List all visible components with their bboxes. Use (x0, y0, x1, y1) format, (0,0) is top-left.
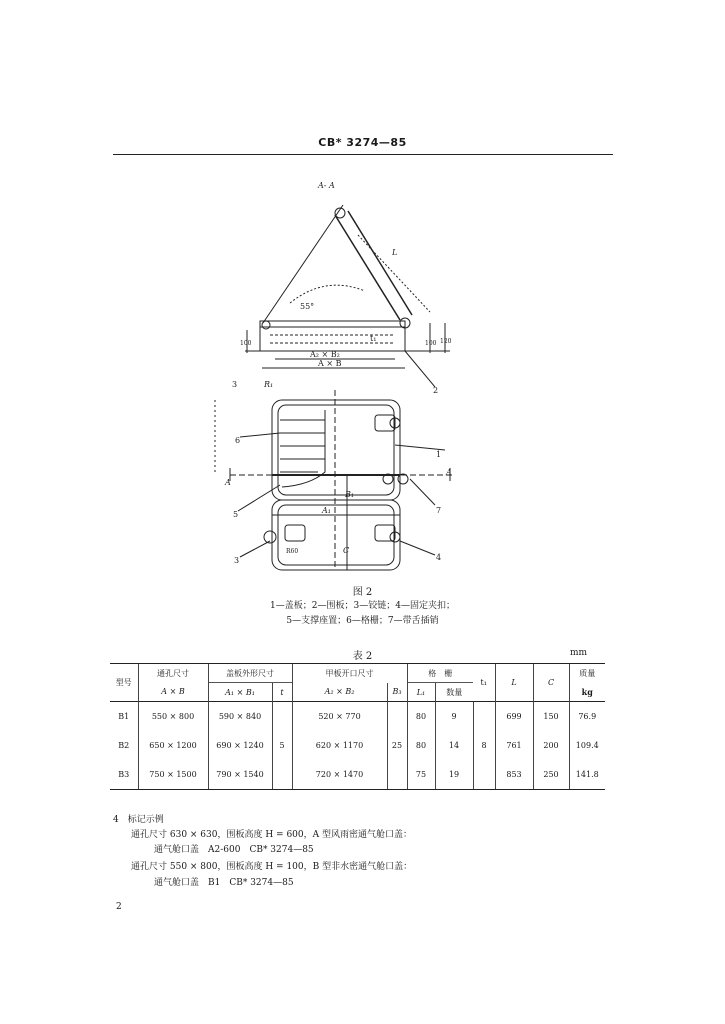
r1-label: R₁ (264, 380, 274, 389)
height-label-left: 100 (240, 340, 252, 347)
head-cover-size: 盖板外形尺寸 (208, 664, 292, 683)
num-label-2: 2 (433, 386, 439, 395)
dim-a2b2: A₂ × B₂ (310, 350, 340, 359)
cell-coaming: 620 × 1170 (292, 731, 387, 760)
head-coaming-dims: A₂ × B₂ (292, 683, 387, 702)
cell-model: B1 (110, 702, 138, 732)
cell-L: 853 (495, 760, 533, 790)
cell-C: 200 (533, 731, 569, 760)
table-row (110, 760, 605, 790)
page-number: 2 (116, 902, 122, 912)
cell-L: 699 (495, 702, 533, 732)
cell-l1: 80 (407, 702, 435, 732)
num-label-1: 1 (436, 450, 442, 459)
head-model: 型号 (110, 664, 138, 702)
angle-label: 55° (300, 302, 315, 311)
a1-label: A₁ (322, 506, 331, 515)
cell-b3 (387, 760, 407, 790)
example-line-3: 通孔尺寸 550 × 800，围板高度 H = 100，B 型非水密通气舱口盖： (131, 862, 413, 872)
cell-t (272, 702, 292, 732)
num-label-3: 3 (234, 556, 240, 565)
height-label-mid: 100 (425, 340, 437, 347)
cell-hole: 650 × 1200 (138, 731, 208, 760)
head-mass: 质量 (569, 664, 605, 683)
cell-t (272, 760, 292, 790)
table-row (110, 731, 605, 760)
length-label: L (392, 248, 398, 257)
head-t1: t₁ (473, 664, 495, 702)
head-coaming: 甲板开口尺寸 (292, 664, 407, 683)
section-mark-right: A (446, 468, 452, 477)
example-line-2: 通气舱口盖 A2-600 CB* 3274—85 (154, 845, 314, 855)
head-grille: 格 栅 (407, 664, 473, 683)
spec-table (110, 663, 605, 790)
figure-2-drawing (200, 175, 480, 585)
t1-label: t₁ (370, 334, 377, 343)
example-line-4: 通气舱口盖 B1 CB* 3274—85 (154, 878, 294, 888)
head-C: C (533, 664, 569, 702)
num-label-6: 6 (235, 436, 241, 445)
table-title: 表 2 (352, 651, 373, 662)
head-l1: L₁ (407, 683, 435, 702)
section-label: A- A (318, 181, 335, 190)
example-line-1: 通孔尺寸 630 × 630，围板高度 H = 600，A 型风雨密通气舱口盖： (131, 830, 412, 840)
num-label-4: 4 (436, 553, 442, 562)
open-cover (335, 215, 400, 320)
cell-mass: 141.8 (569, 760, 605, 790)
cell-b3 (387, 702, 407, 732)
cell-L: 761 (495, 731, 533, 760)
head-cover-dims: A₁ × B₁ (208, 683, 272, 702)
cell-coaming: 520 × 770 (292, 702, 387, 732)
cell-t: 5 (272, 731, 292, 760)
head-kg: kg (569, 683, 605, 702)
head-qty: 数量 (435, 683, 473, 702)
standard-header: CB* 3274—85 (318, 136, 407, 149)
cell-C: 250 (533, 760, 569, 790)
cell-l1: 80 (407, 731, 435, 760)
num-label-7: 7 (436, 506, 442, 515)
cell-model: B3 (110, 760, 138, 790)
r60-label: R60 (286, 548, 299, 555)
section-mark-left: A (225, 478, 231, 487)
num-label-5: 5 (233, 510, 239, 519)
cell-t1 (473, 760, 495, 790)
cell-qty: 9 (435, 702, 473, 732)
cell-model: B2 (118, 741, 130, 750)
num-label-3-top: 3 (232, 380, 238, 389)
cell-t1 (473, 702, 495, 732)
cell-cover: 590 × 840 (208, 702, 272, 732)
cell-C: 150 (533, 702, 569, 732)
head-t: t (272, 683, 292, 702)
cell-qty: 19 (435, 760, 473, 790)
c-label: C (343, 546, 350, 555)
head-b3: B₃ (387, 683, 407, 702)
table-unit: mm (570, 648, 588, 658)
figure-legend-line-1: 1—盖板；2—围板；3—铰链；4—固定夹扣； (270, 601, 455, 611)
height-label-right: 120 (440, 338, 452, 345)
section-4-heading: 4 标记示例 (113, 815, 164, 825)
b1-label: B₁ (345, 490, 355, 499)
cell-b3: 25 (387, 731, 407, 760)
figure-caption: 图 2 (352, 587, 373, 598)
cell-qty: 14 (435, 731, 473, 760)
cell-mass: 109.4 (569, 731, 605, 760)
head-hole-size: 通孔尺寸 (138, 664, 208, 683)
cell-mass: 76.9 (569, 702, 605, 732)
cell-cover: 690 × 1240 (208, 731, 272, 760)
coaming-section (260, 321, 405, 351)
cell-l1: 75 (407, 760, 435, 790)
dim-axb: A × B (318, 359, 342, 368)
cell-hole: 550 × 800 (138, 702, 208, 732)
cell-t1: 8 (473, 731, 495, 760)
head-L: L (495, 664, 533, 702)
cell-cover: 790 × 1540 (208, 760, 272, 790)
header-rule (113, 154, 613, 155)
cell-coaming: 720 × 1470 (292, 760, 387, 790)
table-row (110, 702, 605, 732)
head-hole-dims: A × B (138, 683, 208, 702)
figure-legend-line-2: 5—支撑座置；6—格栅；7—带舌插销 (286, 616, 439, 626)
cell-hole: 750 × 1500 (138, 760, 208, 790)
